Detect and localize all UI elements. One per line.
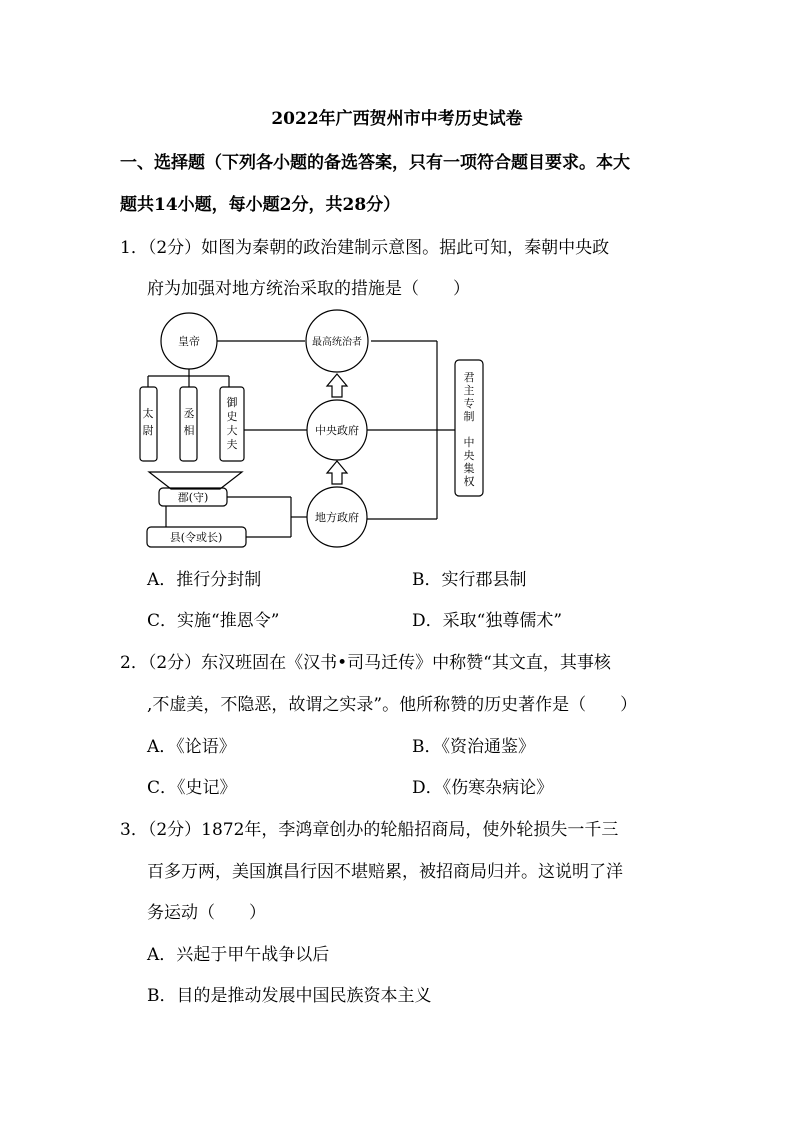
side-char-1: 君 — [463, 371, 475, 384]
q1-option-a: A．推行分封制 — [147, 570, 262, 590]
q1-option-c: C．实施“推恩令” — [147, 611, 280, 631]
xian-label: 县(令或长) — [169, 531, 223, 544]
section-heading-line2: 题共14小题，每小题2分，共28分） — [120, 195, 401, 215]
q2-option-a: A．《论语》 — [147, 737, 236, 757]
emperor-label: 皇帝 — [178, 335, 200, 348]
q1-option-b: B．实行郡县制 — [412, 570, 527, 590]
question-3-line3: 务运动（ ） — [147, 903, 266, 923]
taiwei-char-2: 尉 — [142, 424, 154, 437]
chengxiang-char-1: 丞 — [183, 407, 195, 420]
local-government-label: 地方政府 — [315, 511, 359, 524]
yushidafu-char-4: 夫 — [226, 438, 238, 451]
question-2-line2: ,不虚美，不隐恶，故谓之实录”。他所称赞的历史著作是（ ） — [147, 695, 638, 715]
side-char-5: 中 — [463, 436, 475, 449]
q3-option-a: A．兴起于甲午战争以后 — [147, 945, 330, 965]
taiwei-char-1: 太 — [142, 407, 154, 420]
q2-option-c: C．《史记》 — [147, 778, 237, 798]
side-char-7: 集 — [463, 462, 475, 475]
jun-label: 郡(守) — [177, 491, 209, 504]
central-government-label: 中央政府 — [315, 424, 359, 437]
yushidafu-char-3: 大 — [226, 424, 238, 437]
question-2-line1: 2．（2分）东汉班固在《汉书•司马迁传》中称赞“其文直，其事核 — [120, 653, 611, 673]
q1-option-d: D．采取“独尊儒术” — [412, 611, 563, 631]
top-ruler-label: 最高统治者 — [312, 337, 362, 348]
question-3-line1: 3．（2分）1872年，李鸿章创办的轮船招商局，使外轮损失一千三 — [120, 820, 619, 840]
question-3-line2: 百多万两，美国旗昌行因不堪赔累，被招商局归并。这说明了洋 — [147, 862, 623, 882]
side-char-6: 央 — [463, 449, 475, 462]
yushidafu-char-2: 史 — [226, 410, 238, 423]
side-char-8: 权 — [463, 475, 475, 488]
q2-option-d: D．《伤寒杂病论》 — [412, 778, 554, 798]
qin-political-system-diagram — [130, 300, 490, 560]
question-1-line2: 府为加强对地方统治采取的措施是（ ） — [147, 279, 470, 299]
question-1-line1: 1．（2分）如图为秦朝的政治建制示意图。据此可知，秦朝中央政 — [120, 238, 610, 258]
section-heading-line1: 一、选择题（下列各小题的备选答案，只有一项符合题目要求。本大 — [120, 153, 630, 173]
yushidafu-char-1: 御 — [226, 396, 238, 409]
q3-option-b: B．目的是推动发展中国民族资本主义 — [147, 986, 432, 1006]
chengxiang-char-2: 相 — [183, 424, 195, 437]
side-char-4: 制 — [463, 410, 475, 423]
side-char-2: 主 — [463, 384, 475, 397]
page-title: 2022年广西贺州市中考历史试卷 — [271, 109, 523, 129]
q2-option-b: B．《资治通鉴》 — [412, 737, 535, 757]
side-char-3: 专 — [463, 397, 475, 410]
